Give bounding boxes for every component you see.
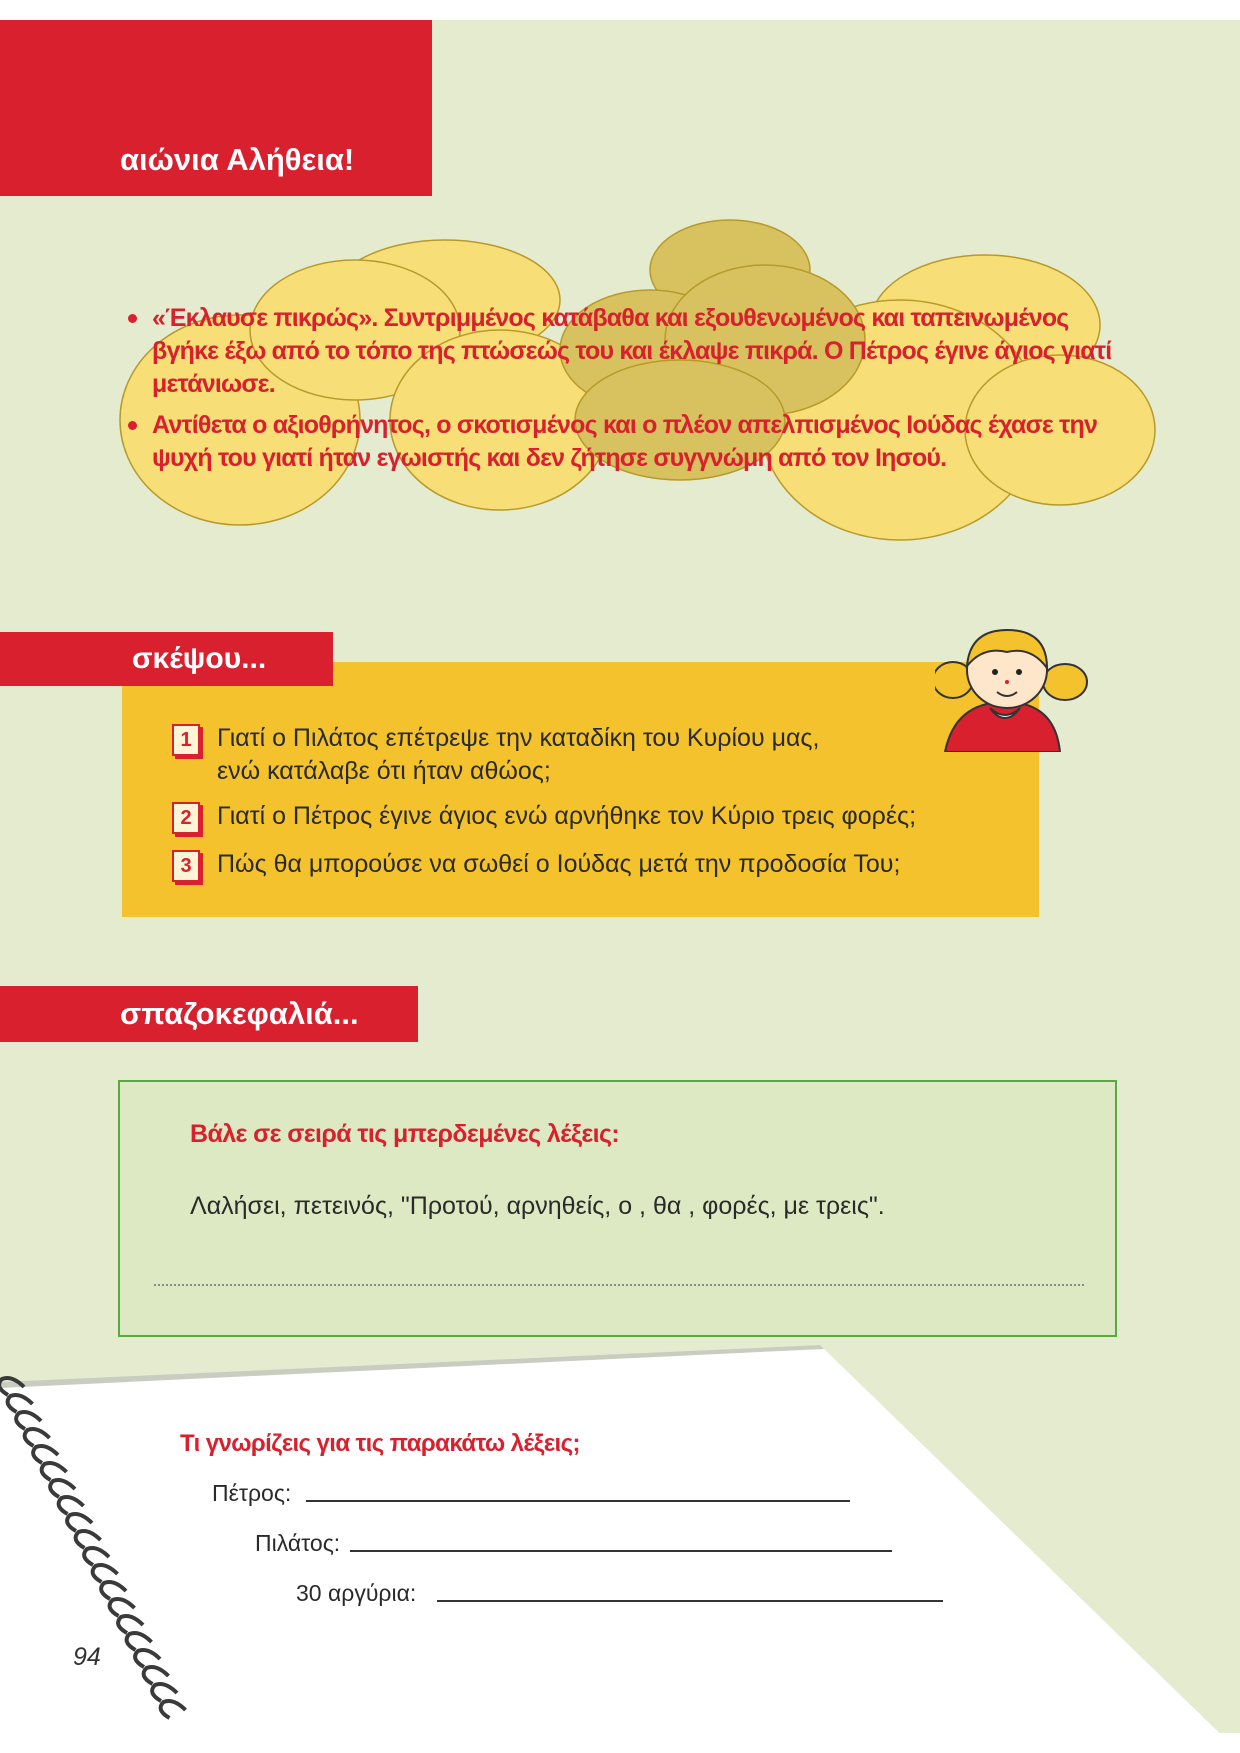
question-text: Γιατί ο Πιλάτος επέτρεψε την καταδίκη του Κυρίου μας, ενώ κατάλαβε ότι ήταν αθώος; (217, 724, 820, 785)
term-label: Πέτρος: (212, 1480, 292, 1506)
puzzle-instruction: Βάλε σε σειρά τις μπερδεμένες λέξεις: (190, 1120, 620, 1148)
puzzle-heading: σπαζοκεφαλιά... (120, 996, 359, 1031)
term-label: 30 αργύρια: (296, 1580, 417, 1606)
puzzle-words: Λαλήσει, πετεινός, "Προτού, αρνηθείς, ο , θα , φορές, με τρεις". (190, 1192, 885, 1220)
question-number: 1 (172, 724, 200, 756)
term-answer-line[interactable] (437, 1600, 943, 1602)
notebook-page (0, 1345, 1240, 1753)
bullet-item: «Έκλαυσε πικρώς». Συντριμμένος κατάβαθα και εξουθενωμένος και ταπεινωμένος βγήκε έξω από το τόπο της πτώσεώς του και έκλαψε πικρά. Ο Πέτρος έγινε άγιος γιατί μετάνιωσε. (124, 302, 1114, 401)
header-title: αιώνια Αλήθεια! (120, 142, 355, 177)
notebook-title: Τι γνωρίζεις για τις παρακάτω λέξεις; (180, 1430, 580, 1457)
question-text: Γιατί ο Πέτρος έγινε άγιος ενώ αρνήθηκε τον Κύριο τρεις φορές; (217, 802, 917, 830)
term-answer-line[interactable] (306, 1500, 850, 1502)
think-title: σκέψου... (132, 642, 267, 675)
page-number: 94 (73, 1643, 101, 1671)
bullet-item: Αντίθετα ο αξιοθρήνητος, ο σκοτισμένος και ο πλέον απελπισμένος Ιούδας έχασε την ψυχή του γιατί ήταν εγωιστής και δεν ζήτησε συγγνώμη από τον Ιησού. (124, 409, 1114, 475)
question-number: 2 (172, 802, 200, 834)
question-number: 3 (172, 850, 200, 882)
question-text: Πώς θα μπορούσε να σωθεί ο Ιούδας μετά την προδοσία Του; (217, 850, 901, 878)
term-label: Πιλάτος: (255, 1530, 341, 1556)
term-answer-line[interactable] (350, 1550, 892, 1552)
